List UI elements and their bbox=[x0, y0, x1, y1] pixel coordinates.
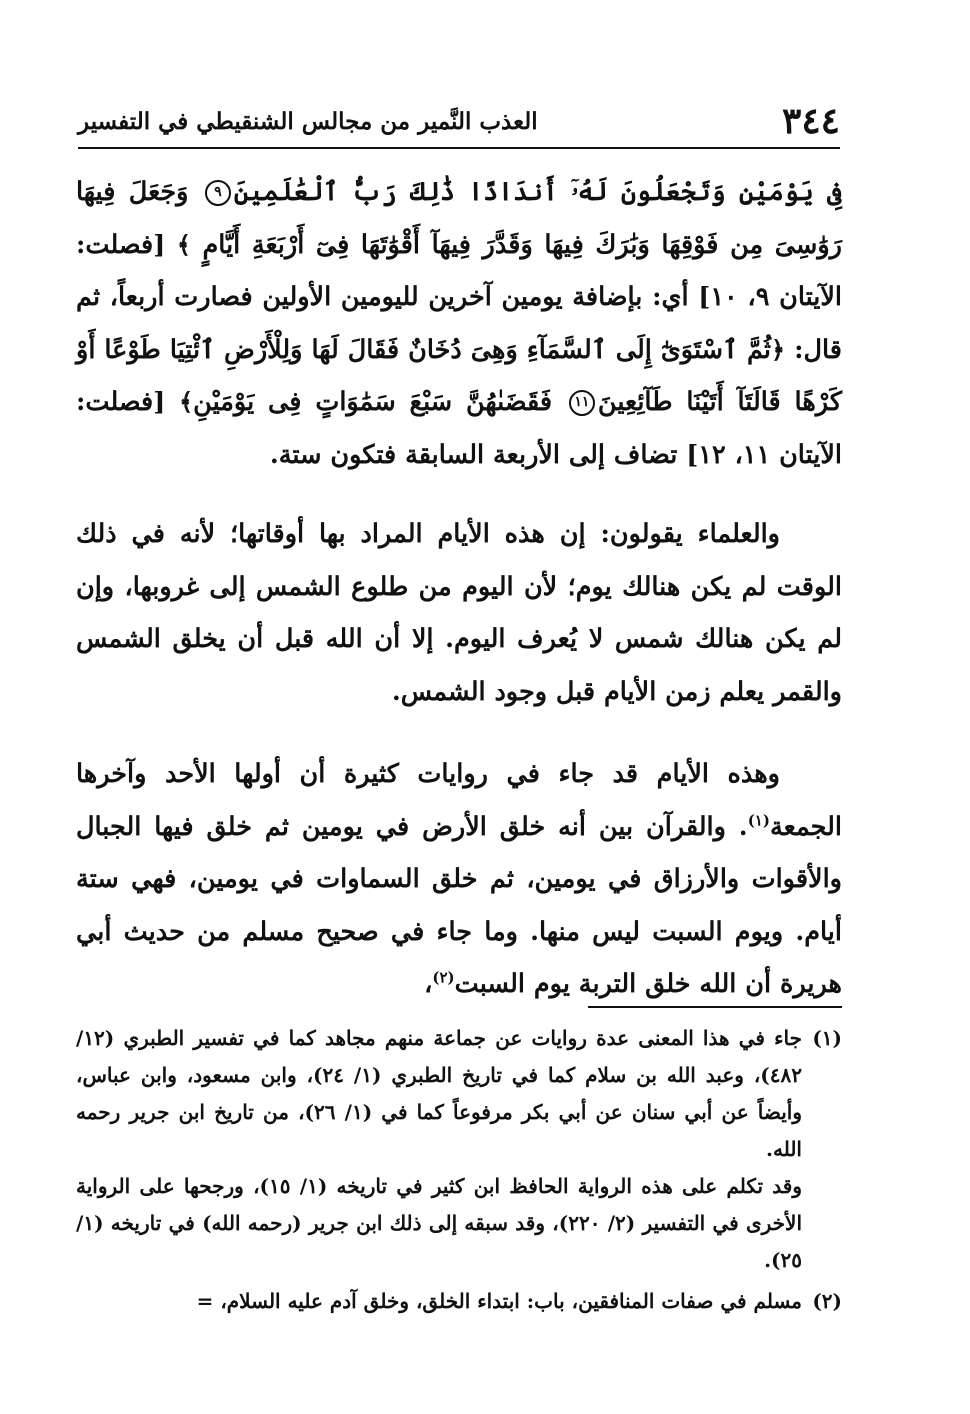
main-text bbox=[76, 166, 842, 1011]
footnote-2 bbox=[76, 1283, 842, 1320]
verse-reference: [فصلت: الآيتان ١١، ١٢] bbox=[76, 387, 842, 470]
paragraph-days bbox=[76, 748, 842, 1011]
footnote-text: جاء في هذا المعنى عدة روايات عن جماعة منهم مجاهد كما في تفسير الطبري (١٢/ ٤٨٢)، وعبد الله بن سلام كما في تاريخ الطبري (١/ ٢٤)، وابن مسعود، وابن عباس، وأيضاً عن أبي سنان عن أبي بكر مرفوعاً كما في (١/ ٢٦)، من تاريخ ابن جرير رحمه الله. bbox=[76, 1026, 803, 1161]
footnote-1 bbox=[76, 1020, 842, 1279]
verse-reference: [فصلت: الآيتان ٩، ١٠] bbox=[76, 229, 843, 312]
paragraph-text: ، bbox=[424, 969, 433, 999]
ayah-number-marker: ١١ bbox=[569, 390, 595, 416]
quran-close-bracket-icon: ﴾ bbox=[179, 387, 194, 416]
quran-open-bracket-icon: ﴿ bbox=[771, 334, 786, 364]
running-title: العذب النَّمير من مجالس الشنقيطي في التفسير bbox=[78, 108, 538, 135]
commentary-text: أي: بإضافة يومين آخرين لليومين الأولين فصارت أربعاً، ثم قال: bbox=[76, 282, 842, 365]
footnote-text: مسلم في صفات المنافقين، باب: ابتداء الخلق، وخلق آدم عليه السلام، = bbox=[196, 1289, 802, 1313]
footnote-reference[interactable]: (١) bbox=[747, 811, 770, 829]
paragraph-quran-verses bbox=[76, 166, 842, 481]
quran-close-bracket-icon: ﴾ bbox=[176, 229, 191, 259]
ayah-number-marker: ٩ bbox=[205, 180, 231, 206]
footnote-marker: (٢) bbox=[812, 1289, 842, 1313]
header-rule bbox=[78, 147, 840, 149]
quran-verse: فِى يَوْمَيْنِ وَتَجْعَلُونَ لَهُۥٓ أَندَادًا ذَٰلِكَ رَبُّ ٱلْعَٰلَمِينَ bbox=[233, 177, 842, 207]
quran-verse: ثُمَّ ٱسْتَوَىٰٓ إِلَى ٱلسَّمَآءِ وَهِىَ دُخَانٌ فَقَالَ لَهَا وَلِلْأَرْضِ ٱئْتِيَا طَوْعًا أَوْ كَرْهًا قَالَتَآ أَتَيْنَا طَآئِعِينَ bbox=[76, 334, 842, 417]
paragraph-text: . والقرآن بين أنه خلق الأرض في يومين ثم خلق فيها الجبال والأقوات والأرزاق في يومين، ثم خلق السماوات في يومين، فهي ستة أيام. ويوم السبت ليس منها. وما جاء في صحيح مسلم من حديث أبي هريرة أن الله خلق التربة يوم السبت bbox=[76, 811, 842, 999]
quran-verse: وَجَعَلَ فِيهَا رَوَٰسِىَ مِن فَوْقِهَا وَبَٰرَكَ فِيهَا وَقَدَّرَ فِيهَآ أَقْوَٰتَهَا فِىٓ أَرْبَعَةِ أَيَّامٍ bbox=[76, 177, 842, 260]
paragraph-scholars: والعلماء يقولون: إن هذه الأيام المراد بها أوقاتها؛ لأنه في ذلك الوقت لم يكن هنالك يوم؛ لأن اليوم من طلوع الشمس إلى غروبها، وإن لم يكن هنالك شمس لا يُعرف اليوم. إلا أن الله قبل أن يخلق الشمس والقمر يعلم زمن الأيام قبل وجود الشمس. bbox=[76, 519, 842, 707]
page-number: ٣٤٤ bbox=[781, 100, 840, 142]
footnote-marker: (١) bbox=[812, 1026, 842, 1050]
footnote-text: وقد تكلم على هذه الرواية الحافظ ابن كثير في تاريخه (١/ ١٥)، ورجحها على الرواية الأخرى في التفسير (٢/ ٢٢٠)، وقد سبقه إلى ذلك ابن جرير (رحمه الله) في تاريخه (١/ ٢٥). bbox=[76, 1174, 802, 1272]
quran-verse: فَقَضَىٰهُنَّ سَبْعَ سَمَٰوَاتٍ فِى يَوْمَيْنِ bbox=[193, 387, 553, 417]
commentary-text: تضاف إلى الأربعة السابقة فتكون ستة. bbox=[269, 439, 678, 470]
footnote-reference[interactable]: (٢) bbox=[432, 968, 455, 987]
footnote-separator bbox=[588, 1006, 842, 1008]
footnotes bbox=[76, 1020, 842, 1320]
paragraph-text: وهذه الأيام قد جاء في روايات كثيرة أن أولها الأحد وآخرها الجمعة bbox=[76, 759, 842, 842]
page-header bbox=[78, 100, 840, 142]
